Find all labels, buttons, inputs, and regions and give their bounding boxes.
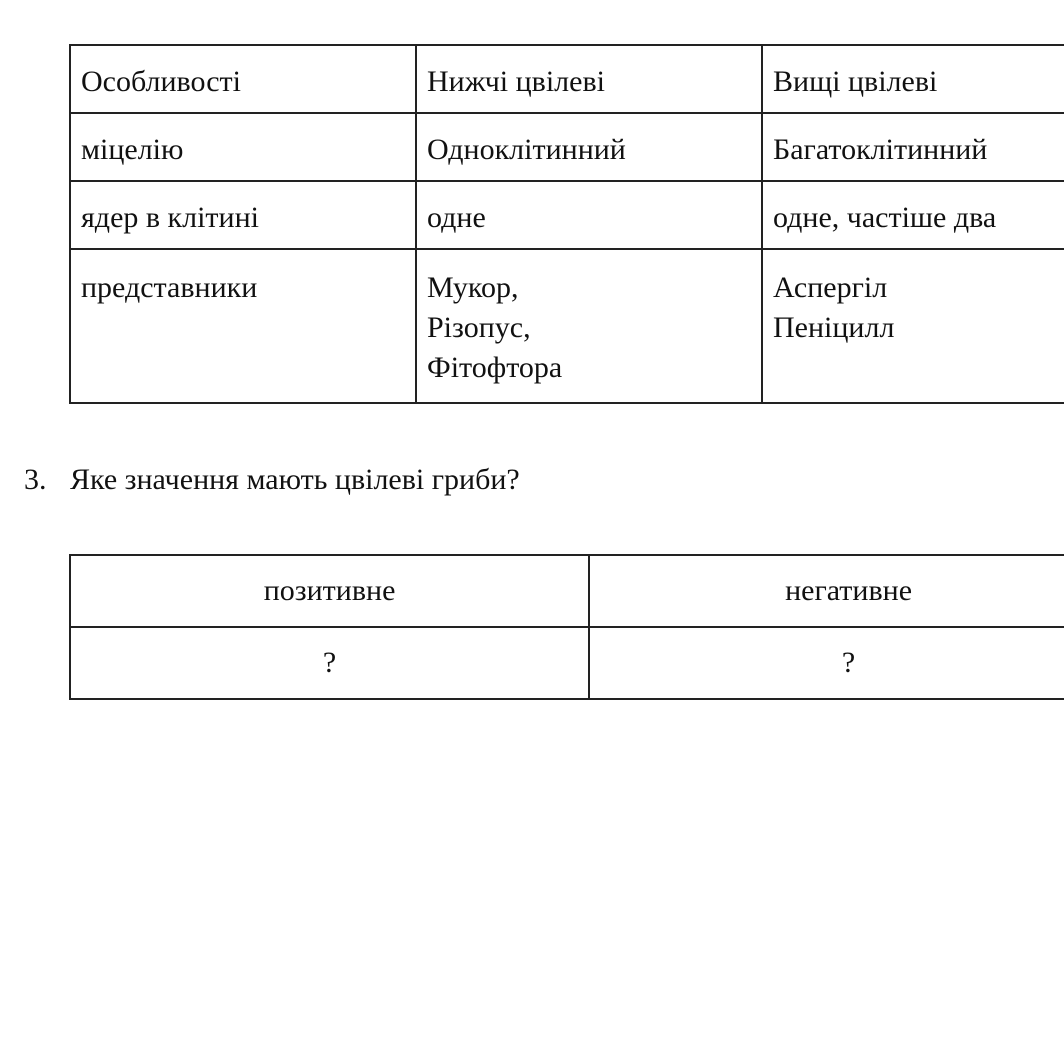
table-cell: міцелію [70,113,416,181]
table-header-row [70,45,1064,113]
cell-line: Мукор, [427,271,519,304]
significance-table [69,554,1064,700]
table-row [70,627,1064,699]
table-cell: ядер в клітині [70,181,416,249]
table-cell: Нижчі цвілеві [416,45,762,113]
table-cell: ? [70,627,589,699]
table-header-row [70,555,1064,627]
cell-line: Аспергіл [773,271,888,304]
question-number: 3. [24,463,47,496]
table-cell: ? [589,627,1064,699]
table-cell: позитивне [70,555,589,627]
table-cell: одне, частіше два [762,181,1064,249]
table-cell: Вищі цвілеві [762,45,1064,113]
table-cell [762,249,1064,403]
question-text: Яке значення мають цвілеві гриби? [70,463,520,496]
table-cell: Особливості [70,45,416,113]
table-cell: Одноклітинний [416,113,762,181]
table-cell: Багатоклітинний [762,113,1064,181]
cell-line: Різопус, [427,311,531,344]
table-row [70,249,1064,403]
cell-line: Пеніцилл [773,311,895,344]
question [24,460,520,500]
cell-line: Фітофтора [427,351,563,384]
table-cell: представники [70,249,416,403]
table-cell: одне [416,181,762,249]
table-row [70,181,1064,249]
table-cell: негативне [589,555,1064,627]
table-row [70,113,1064,181]
table-cell [416,249,762,403]
mold-comparison-table [69,44,1064,404]
